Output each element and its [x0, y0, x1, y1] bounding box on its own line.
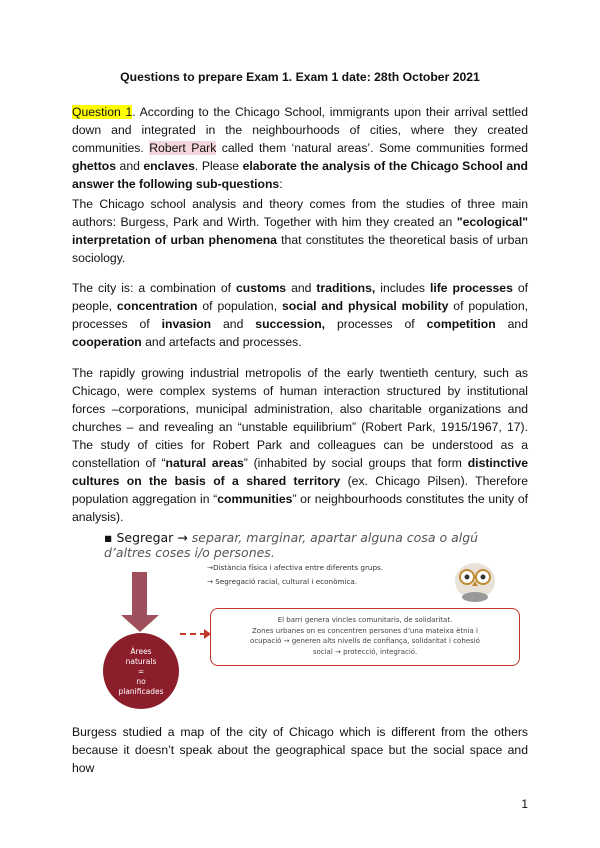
bold-term: "ecological" interpretation of urban phenomena: [72, 215, 528, 247]
slide-sub-point: →Distància física i afectiva entre diferents grups.: [207, 563, 384, 572]
text-run: of population, processes of: [72, 299, 529, 331]
text-run: (ex. Chicago Pilsen). Therefore population aggregation in “: [72, 474, 528, 506]
natural-areas-circle: [103, 633, 179, 709]
bold-instruction: elaborate the analysis of the Chicago School and answer the following sub-questions: [72, 159, 529, 191]
owl-icon: [450, 555, 500, 603]
text-run: and artefacts and processes.: [141, 335, 302, 349]
bold-term: distinctive cultures on the basis of a shared territory: [72, 456, 529, 488]
text-run: The city is: a combination of: [72, 281, 236, 295]
circle-line: naturals: [125, 657, 157, 666]
neighbourhood-explanation-box: [210, 608, 520, 666]
circle-line: no: [136, 677, 146, 686]
bold-term: communities: [217, 492, 293, 506]
down-arrow-icon: [121, 615, 159, 632]
text-run: . Please: [194, 159, 243, 173]
bold-term: ghettos: [72, 159, 117, 173]
slide-bullet-head: Segregar: [116, 530, 174, 545]
text-run: :: [279, 177, 283, 191]
bold-term: competition: [426, 317, 496, 331]
bold-term: social and physical mobility: [281, 299, 449, 313]
bold-term: enclaves: [143, 159, 195, 173]
bold-term: life processes: [429, 281, 513, 295]
page-number: 1: [521, 797, 528, 811]
right-arrow-shaft: [180, 633, 206, 635]
bold-term: concentration: [116, 299, 198, 313]
text-run: ” or neighbourhoods constitutes the unity of analysis).: [72, 492, 529, 524]
box-line: Zones urbanes on es concentren persones d’una mateixa ètnia i: [252, 626, 478, 635]
circle-line: =: [137, 667, 145, 676]
box-line: El barri genera vincles comunitaris, de solidaritat.: [277, 616, 453, 624]
text-run: called them ‘natural areas’. Some communities formed: [216, 141, 528, 155]
text-run: of people,: [72, 281, 528, 313]
embedded-slide-figure: [92, 525, 522, 696]
text-run: that constitutes the theoretical basis of urban sociology.: [72, 233, 528, 265]
text-run: ” (inhabited by social groups that form: [243, 456, 468, 470]
text-run: of population,: [197, 299, 282, 313]
slide-bullet-definition: separar, marginar, apartar alguna cosa o algú d’altres coses i/o persones.: [104, 530, 479, 560]
text-run: and: [211, 317, 256, 331]
question-label: Question 1: [72, 105, 133, 119]
bold-term: natural areas: [165, 456, 244, 470]
text-run: and: [495, 317, 528, 331]
robert-park-highlight: Robert Park: [149, 141, 217, 155]
bold-term: traditions,: [316, 281, 376, 295]
box-line: social → protecció, integració.: [312, 647, 418, 656]
box-line: ocupació → generen alts nivells de confiança, solidaritat i cohesió: [250, 637, 480, 645]
slide-sub-point: → Segregació racial, cultural i econòmica.: [207, 577, 358, 586]
text-run: processes of: [325, 317, 427, 331]
text-run: includes: [375, 281, 430, 295]
slide-bullet: ▪ Segregar → separar, marginar, apartar alguna cosa o algú d’altres coses i/o persones.: [104, 530, 479, 560]
bold-term: cooperation: [72, 335, 142, 349]
text-run: The Chicago school analysis and theory comes from the studies of three main authors: Burgess, Park and Wirth. Together with him they created an: [72, 197, 528, 229]
paragraph-chicago-school: [72, 195, 528, 267]
document-title: Questions to prepare Exam 1. Exam 1 date: 28th October 2021: [120, 70, 480, 84]
bold-term: succession,: [255, 317, 326, 331]
paragraph-metropolis: [72, 364, 528, 526]
bold-term: invasion: [161, 317, 212, 331]
bold-term: customs: [235, 281, 287, 295]
text-run: and: [286, 281, 317, 295]
circle-line: Àrees: [130, 647, 152, 656]
paragraph-burgess: Burgess studied a map of the city of Chicago which is different from the others because it doesn’t speak about the geographical space but the social space and how: [72, 725, 528, 775]
down-arrow-shaft: [132, 572, 147, 617]
question-1-paragraph: [72, 103, 528, 193]
text-run: The rapidly growing industrial metropolis of the early twentieth century, such as Chicago, were complex systems of human interaction structured by institutional forces –corporations, municipal administration, also charitable organizations and churches – and revealing an “unstable equilibrium” (Robert Park, 1915/1967, 17). The study of cities for Robert Park and colleagues can be understood as a constellation of “: [72, 366, 528, 470]
circle-line: planificades: [118, 687, 164, 696]
text-run: and: [116, 159, 144, 173]
paragraph-city-definition: [72, 279, 528, 351]
text-run: . According to the Chicago School, immigrants upon their arrival settled down and integrated in the neighbourhoods of cities, where they created communities.: [72, 105, 528, 155]
